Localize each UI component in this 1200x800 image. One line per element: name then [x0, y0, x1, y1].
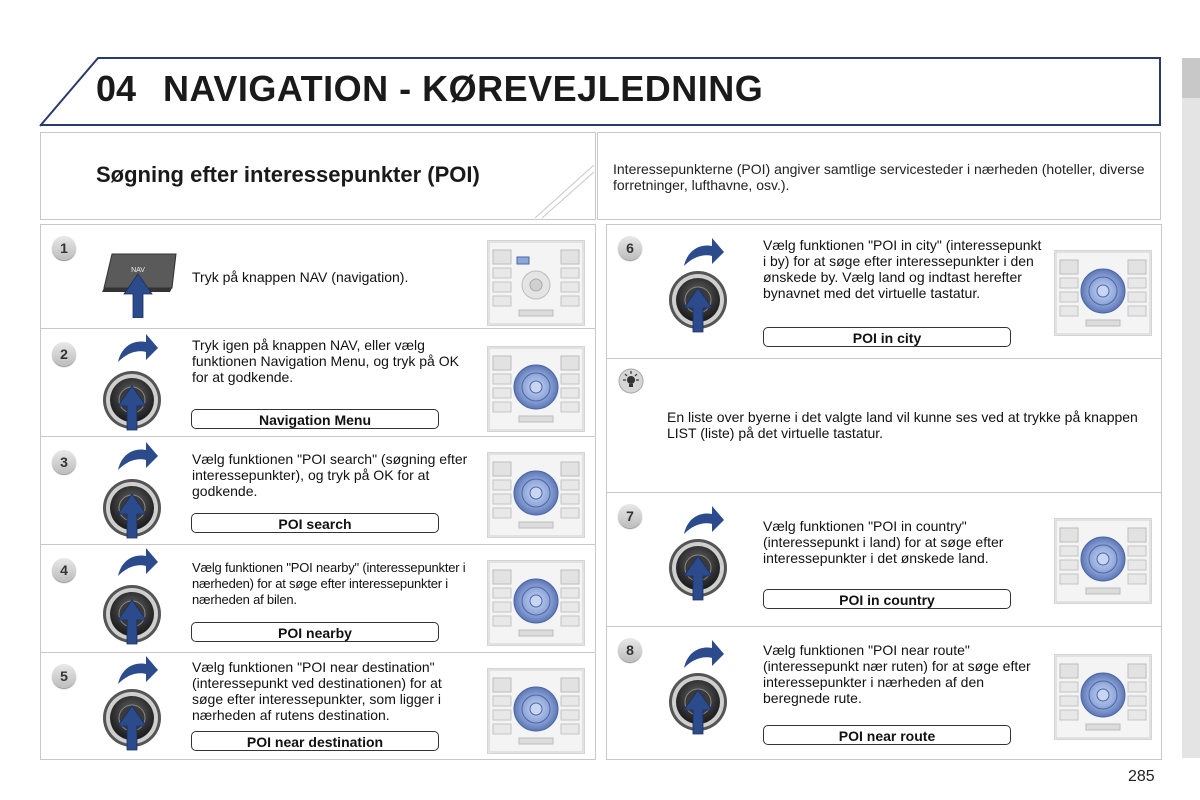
console-thumbnail-6	[1054, 250, 1152, 336]
menu-option-poi-search[interactable]: POI search	[191, 513, 439, 533]
page-number: 285	[1128, 768, 1155, 785]
chapter-title: NAVIGATION - KØREVEJLEDNING	[163, 68, 764, 109]
section-title: Søgning efter interessepunkter (POI)	[96, 162, 480, 187]
knob-illustration-7	[666, 504, 732, 604]
step-number-2: 2	[52, 342, 76, 366]
knob-illustration-2	[100, 332, 166, 432]
step-number-5: 5	[52, 664, 76, 688]
step-text-7: Vælg funktionen "POI in country" (interessepunkt i land) for at søge efter interessepunkter i det ønskede land.	[763, 518, 1004, 566]
step-number-1: 1	[52, 236, 76, 260]
step-number-7: 7	[618, 504, 642, 528]
section-description: Interessepunkterne (POI) angiver samtlige servicesteder i nærheden (hoteller, diverse forretninger, lufthavne, osv.).	[613, 161, 1145, 193]
step-text-8: Vælg funktionen "POI near route" (interessepunkt nær ruten) for at søge efter interessepunkter i nærheden af den beregnede rute.	[763, 642, 1031, 706]
knob-illustration-3	[100, 440, 166, 540]
chapter-tab-marker	[1182, 58, 1200, 98]
step-text-4: Vælg funktionen "POI nearby" (interessepunkter i nærheden) for at søge efter interessepunkter i nærheden af bilen.	[192, 560, 466, 607]
nav-button-illustration	[102, 252, 182, 318]
nav-button-label: NAV	[131, 267, 145, 274]
console-thumbnail-8	[1054, 654, 1152, 740]
knob-illustration-8	[666, 638, 732, 746]
knob-illustration-6	[666, 236, 732, 336]
step-text-2: Tryk igen på knappen NAV, eller vælg funktionen Navigation Menu, og tryk på OK for at godkende.	[192, 337, 459, 385]
console-thumbnail-1	[487, 240, 585, 326]
console-thumbnail-4	[487, 560, 585, 646]
menu-option-poi-near-route[interactable]: POI near route	[763, 725, 1011, 745]
step-number-3: 3	[52, 450, 76, 474]
menu-option-poi-in-city[interactable]: POI in city	[763, 327, 1011, 347]
menu-option-poi-in-country[interactable]: POI in country	[763, 589, 1011, 609]
console-thumbnail-7	[1054, 518, 1152, 604]
console-thumbnail-5	[487, 668, 585, 754]
tip-text: En liste over byerne i det valgte land vil kunne ses ved at trykke på knappen LIST (liste) på det virtuelle tastatur.	[667, 409, 1138, 441]
step-text-5: Vælg funktionen "POI near destination" (interessepunkt ved destinationen) for at søge efter interessepunkter, som ligger i nærheden af rutens destination.	[192, 659, 442, 723]
console-thumbnail-2	[487, 346, 585, 432]
menu-option-poi-nearby[interactable]: POI nearby	[191, 622, 439, 642]
knob-illustration-5	[100, 654, 166, 754]
section-corner-notch	[530, 150, 600, 220]
step-number-8: 8	[618, 638, 642, 662]
chapter-number: 04	[96, 68, 137, 109]
lightbulb-icon	[618, 368, 644, 394]
step-text-1: Tryk på knappen NAV (navigation).	[192, 269, 409, 285]
chapter-tab-strip	[1182, 58, 1200, 758]
step-number-4: 4	[52, 558, 76, 582]
header-rule	[40, 124, 1160, 126]
menu-option-poi-near-destination[interactable]: POI near destination	[191, 731, 439, 751]
knob-illustration-4	[100, 546, 166, 646]
menu-option-navigation-menu[interactable]: Navigation Menu	[191, 409, 439, 429]
step-text-6: Vælg funktionen "POI in city" (interessepunkt i by) for at søge efter interessepunkter i den ønskede by. Vælg land og indtast herefter bynavnet med det virtuelle tastatur.	[763, 237, 1042, 301]
step-number-6: 6	[618, 236, 642, 260]
console-thumbnail-3	[487, 452, 585, 538]
step-text-3: Vælg funktionen "POI search" (søgning efter interessepunkter), og tryk på OK for at godkende.	[192, 451, 468, 499]
